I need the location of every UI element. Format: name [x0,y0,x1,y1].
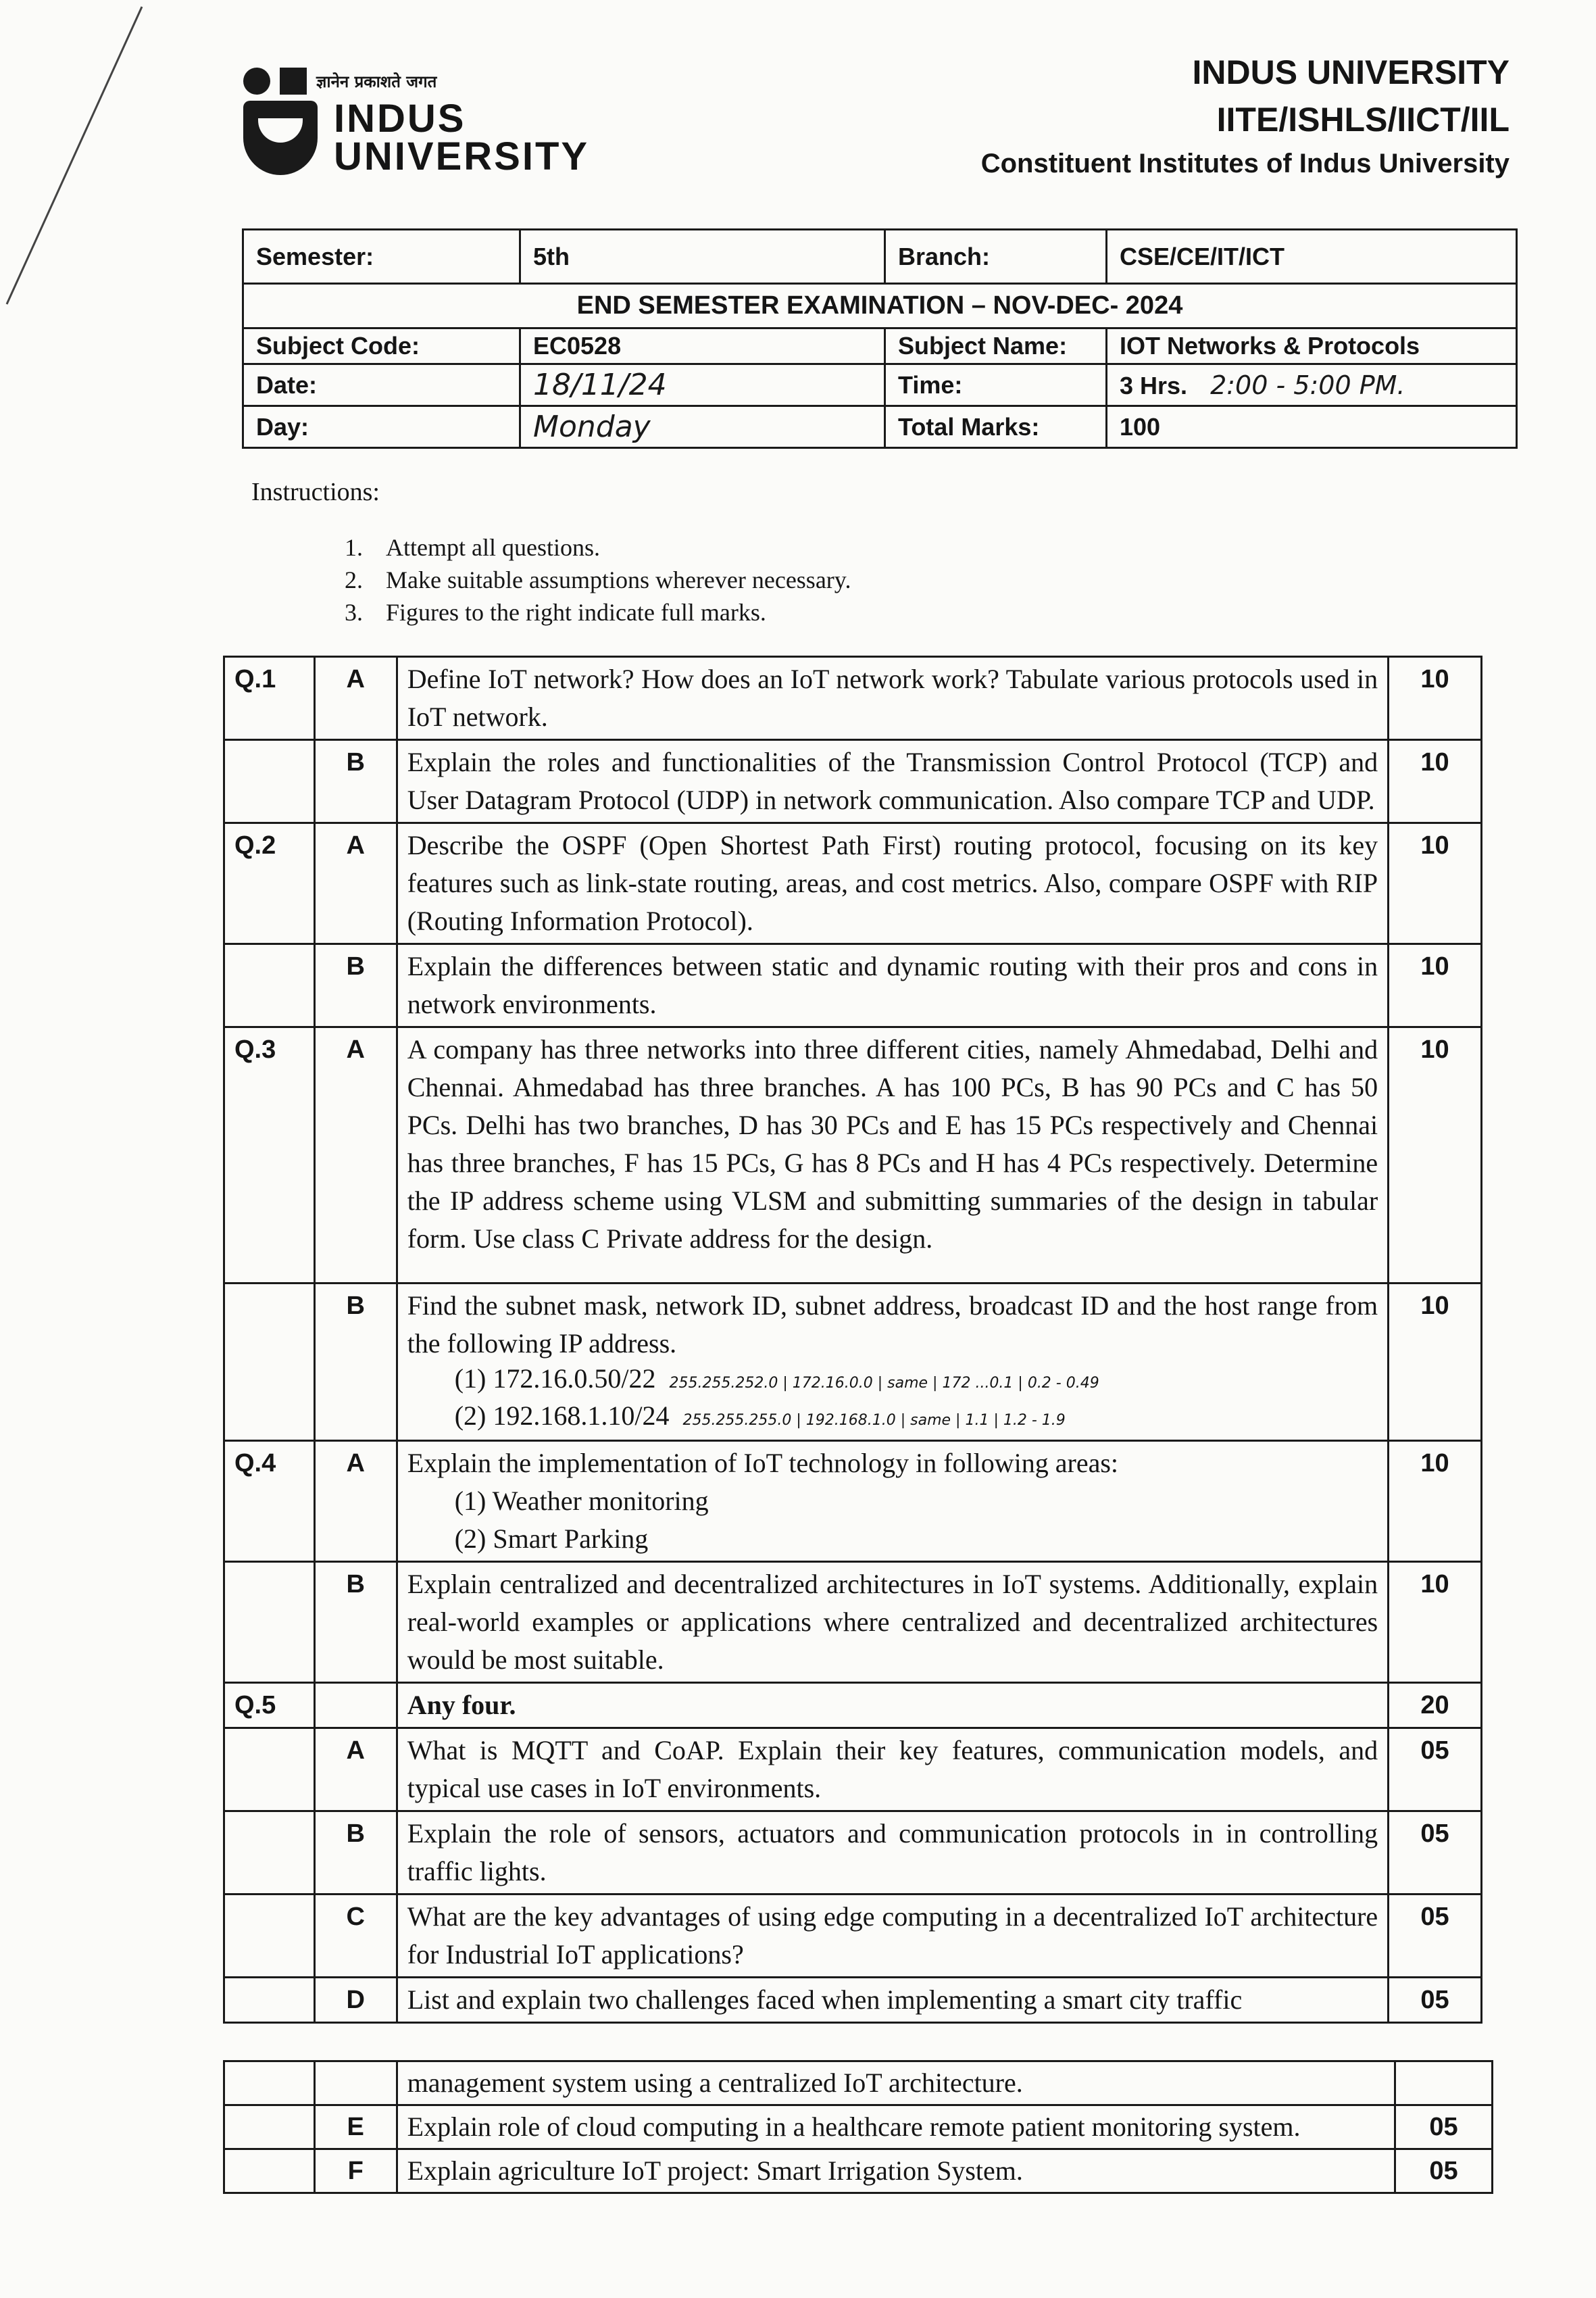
institutes-list: IITE/ISHLS/IICT/IIL [1216,101,1510,139]
instructions-list [345,531,851,629]
question-marks: 10 [1389,1441,1482,1562]
sub-question-label: B [314,1811,397,1894]
ip-item: (2) 192.168.1.10/24 [454,1400,670,1431]
question-text: A company has three networks into three different cities, namely Ahmedabad, Delhi and Chennai. Ahmedabad has three branches. A has 100 PCs, B has 90 PCs and C has 50 PCs. Delhi has two branches, D has 30 PCs and E has 15 PCs respectively and Chennai has three branches, F has 15 PCs, G has 8 PCs and H has 4 PCs respectively. Determine the IP address scheme using VLSM and submitting summaries of the design in tabular form. Use class C Private address for the design. [397,1027,1388,1284]
question-marks: 05 [1389,1894,1482,1978]
question-text: Explain role of cloud computing in a healthcare remote patient monitoring system. [397,2105,1395,2149]
handwritten-note: 255.255.252.0 | 172.16.0.0 | same | 172 ...0.1 | 0.2 - 0.49 [669,1375,1099,1392]
total-marks-label: Total Marks: [885,406,1107,448]
question-text: Find the subnet mask, network ID, subnet address, broadcast ID and the host range from the following IP address. (1) 172.16.0.50/22 255.255.252.0 | 172.16.0.0 | same | 172 ...0.1 | 0.2 - 0.49 (2) 192.168.1.10/24 255.255.255.0 | 192.168.1.0 | same | 1.1 | 1.2 - 1.9 [397,1284,1388,1441]
university-name: INDUS UNIVERSITY [1192,53,1510,91]
question-row [224,1728,1482,1811]
question-row [224,2061,1493,2105]
time-label: Time: [885,364,1107,406]
total-marks-value: 100 [1107,406,1517,448]
question-text: Explain centralized and decentralized architectures in IoT systems. Additionally, explain real-world examples or applications where centralized and decentralized architectures would be most suitable. [397,1562,1388,1683]
logo-tagline: ज्ञानेन प्रकाशते जगत [316,72,437,91]
date-value: 18/11/24 [520,364,885,406]
ip-item: (1) 172.16.0.50/22 [454,1363,656,1394]
question-text: List and explain two challenges faced when implementing a smart city traffic [397,1978,1388,2023]
question-marks: 20 [1389,1683,1482,1728]
question-text: Explain the differences between static and dynamic routing with their pros and cons in network environments. [397,944,1388,1027]
crest-icon [280,68,307,95]
question-marks: 10 [1389,944,1482,1027]
constituent-note: Constituent Institutes of Indus University [980,149,1510,178]
question-marks: 05 [1395,2105,1493,2149]
sub-question-label: D [314,1978,397,2023]
date-label: Date: [243,364,520,406]
logo-word-university: UNIVERSITY [334,135,590,178]
sub-question-label: B [314,740,397,823]
instruction-item: 2. Make suitable assumptions wherever necessary. [345,566,851,593]
branch-value: CSE/CE/IT/ICT [1107,230,1517,284]
sub-question-label: B [314,944,397,1027]
question-number: Q.5 [224,1683,315,1728]
day-label: Day: [243,406,520,448]
question-row [224,2105,1493,2149]
question-number: Q.4 [224,1441,315,1562]
sub-question-label: A [314,1027,397,1284]
question-row [224,1562,1482,1683]
logo-word-indus: INDUS [334,97,466,141]
instructions-title: Instructions: [251,478,380,506]
semester-value: 5th [520,230,885,284]
question-marks: 10 [1389,1027,1482,1284]
question-text: What are the key advantages of using edge computing in a decentralized IoT architecture for Industrial IoT applications? [397,1894,1388,1978]
instruction-item: 3. Figures to the right indicate full marks. [345,599,766,626]
question-text: Any four. [397,1683,1388,1728]
subject-name-value: IOT Networks & Protocols [1107,328,1517,364]
time-handwritten: 2:00 - 5:00 PM. [1210,370,1405,400]
emblem-icon [243,68,270,95]
semester-label: Semester: [243,230,520,284]
sub-question-label: F [314,2149,397,2193]
question-text: Explain the role of sensors, actuators and communication protocols in in controlling traffic lights. [397,1811,1388,1894]
time-value: 3 Hrs. [1120,371,1188,399]
shield-icon [243,101,318,175]
question-marks: 05 [1389,1728,1482,1811]
handwritten-note: 255.255.255.0 | 192.168.1.0 | same | 1.1 | 1.2 - 1.9 [682,1412,1066,1429]
question-text: Explain the roles and functionalities of the Transmission Control Protocol (TCP) and User Datagram Protocol (UDP) in network communication. Also compare TCP and UDP. [397,740,1388,823]
question-row [224,1683,1482,1728]
question-row [224,823,1482,944]
sub-question-label: B [314,1562,397,1683]
question-number: Q.2 [224,823,315,944]
question-text: Describe the OSPF (Open Shortest Path First) routing protocol, focusing on its key features such as link-state routing, areas, and cost metrics. Also, compare OSPF with RIP (Routing Information Protocol). [397,823,1388,944]
list-item: (2) Smart Parking [454,1523,649,1554]
sub-question-label: E [314,2105,397,2149]
sub-question-label: A [314,1728,397,1811]
question-row [224,1027,1482,1284]
branch-label: Branch: [885,230,1107,284]
question-marks: 05 [1389,1811,1482,1894]
question-row [224,1441,1482,1562]
question-marks: 05 [1389,1978,1482,2023]
exam-info-table [242,228,1518,449]
instruction-item: 1. Attempt all questions. [345,534,600,561]
subject-name-label: Subject Name: [885,328,1107,364]
question-row [224,1811,1482,1894]
question-marks: 10 [1389,740,1482,823]
question-row [224,1284,1482,1441]
question-text: Define IoT network? How does an IoT network work? Tabulate various protocols used in IoT network. [397,657,1388,740]
question-row [224,1894,1482,1978]
list-item: (1) Weather monitoring [454,1486,709,1516]
sub-question-label: A [314,657,397,740]
institute-header [981,53,1510,179]
question-row [224,2149,1493,2193]
question-marks: 10 [1389,823,1482,944]
question-row [224,740,1482,823]
sub-question-label: B [314,1284,397,1441]
question-text: What is MQTT and CoAP. Explain their key features, communication models, and typical use cases in IoT environments. [397,1728,1388,1811]
sub-question-label: A [314,1441,397,1562]
questions-table-continued [223,2060,1493,2194]
university-logo [243,68,649,203]
exam-title: END SEMESTER EXAMINATION – NOV-DEC- 2024 [243,284,1517,328]
question-row [224,657,1482,740]
sub-question-label: A [314,823,397,944]
subject-code-value: EC0528 [520,328,885,364]
question-text-continued: management system using a centralized IoT architecture. [397,2061,1395,2105]
questions-table [223,656,1482,2024]
question-row [224,944,1482,1027]
question-marks: 05 [1395,2149,1493,2193]
question-number: Q.1 [224,657,315,740]
sub-question-label: C [314,1894,397,1978]
question-marks: 10 [1389,1284,1482,1441]
question-text: Explain the implementation of IoT technology in following areas: (1) Weather monitoring (2) Smart Parking [397,1441,1388,1562]
day-value: Monday [520,406,885,448]
question-row [224,1978,1482,2023]
subject-code-label: Subject Code: [243,328,520,364]
question-marks: 10 [1389,657,1482,740]
question-number: Q.3 [224,1027,315,1284]
question-text: Explain agriculture IoT project: Smart Irrigation System. [397,2149,1395,2193]
question-marks: 10 [1389,1562,1482,1683]
